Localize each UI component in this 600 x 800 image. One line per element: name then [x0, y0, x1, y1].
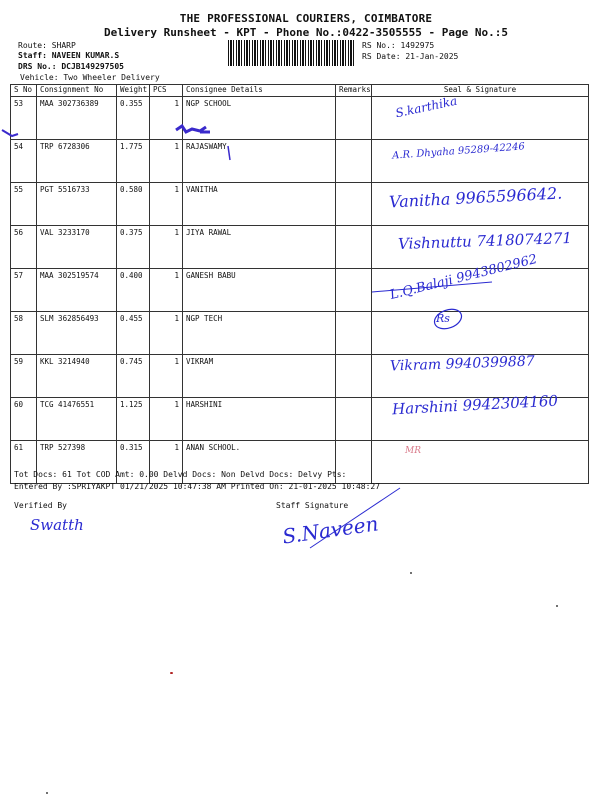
signature-row-57: L.Q.Balaji 9943802962	[388, 251, 539, 304]
consignment-no: MAA 302519574	[37, 269, 117, 312]
consignment-no: TRP 6728306	[37, 140, 117, 183]
route-label: Route: SHARP	[18, 41, 76, 50]
weight: 0.400	[117, 269, 150, 312]
sno: 61	[11, 441, 37, 484]
runsheet-subtitle: Delivery Runsheet - KPT - Phone No.:0422-3505555 - Page No.:5	[104, 26, 508, 39]
signature-row-60: Harshini 9942304160	[391, 391, 559, 419]
consignment-no: PGT 5516733	[37, 183, 117, 226]
consignment-no: TRP 527398	[37, 441, 117, 484]
sno: 54	[11, 140, 37, 183]
verified-by-label: Verified By	[14, 501, 67, 510]
sno: 60	[11, 398, 37, 441]
weight: 1.775	[117, 140, 150, 183]
signature-row-55: Vanitha 9965596642.	[388, 183, 563, 212]
entered-by-line: Entered By :SPRIYAKPT 01/21/2025 10:47:38 AM Printed On: 21-01-2025 10:48:27	[14, 482, 381, 491]
company-title: THE PROFESSIONAL COURIERS, COIMBATORE	[179, 12, 433, 25]
weight: 0.375	[117, 226, 150, 269]
weight: 0.745	[117, 355, 150, 398]
header-consignee: Consignee Details	[183, 85, 336, 97]
sno: 57	[11, 269, 37, 312]
weight: 1.125	[117, 398, 150, 441]
verified-by-signature: Swatth	[30, 516, 84, 534]
consignment-no: SLM 362856493	[37, 312, 117, 355]
staff-signature-label: Staff Signature	[276, 501, 349, 510]
scan-speck	[46, 792, 48, 794]
scan-speck	[556, 605, 558, 607]
header-signature: Seal & Signature	[372, 85, 589, 97]
rs-number: RS No.: 1492975	[362, 41, 435, 50]
header-sno: S No	[11, 85, 37, 97]
drs-number: DRS No.: DCJB149297505	[18, 62, 124, 71]
pcs: 1	[150, 269, 183, 312]
consignee: HARSHINI	[183, 398, 336, 441]
pcs: 1	[150, 226, 183, 269]
staff-signature: S.Naveen	[280, 511, 380, 549]
consignee: RAJASWAMY	[183, 140, 336, 183]
pcs: 1	[150, 97, 183, 140]
consignment-no: KKL 3214940	[37, 355, 117, 398]
consignee: NGP TECH	[183, 312, 336, 355]
header-weight: Weight	[117, 85, 150, 97]
weight: 0.455	[117, 312, 150, 355]
staff-label: Staff: NAVEEN KUMAR.S	[18, 51, 120, 60]
consignee: NGP SCHOOL	[183, 97, 336, 140]
weight: 0.580	[117, 183, 150, 226]
sno: 58	[11, 312, 37, 355]
signature-row-61: MR	[405, 446, 421, 456]
pcs: 1	[150, 355, 183, 398]
scan-speck	[170, 672, 173, 674]
header-consignment: Consignment No	[37, 85, 117, 97]
consignment-no: VAL 3233170	[37, 226, 117, 269]
consignee: VIKRAM	[183, 355, 336, 398]
pcs: 1	[150, 398, 183, 441]
weight: 0.355	[117, 97, 150, 140]
vehicle-label: Vehicle: Two Wheeler Delivery	[20, 73, 160, 82]
totals-line: Tot Docs: 61 Tot COD Amt: 0.00 Delvd Docs: Non Delvd Docs: Delvy Pts:	[14, 470, 347, 479]
scan-speck	[410, 572, 412, 574]
pcs: 1	[150, 140, 183, 183]
signature-row-58: Rs	[436, 312, 450, 325]
pcs: 1	[150, 441, 183, 484]
sno: 55	[11, 183, 37, 226]
weight: 0.315	[117, 441, 150, 484]
header-pcs: PCS	[150, 85, 183, 97]
sno: 56	[11, 226, 37, 269]
signature-row-59: Vikram 9940399887	[389, 353, 535, 375]
consignment-no: MAA 302736389	[37, 97, 117, 140]
signature-row-54: A.R. Dhyaha 95289-42246	[391, 141, 526, 162]
sno: 53	[11, 97, 37, 140]
rs-date: RS Date: 21-Jan-2025	[362, 52, 459, 61]
header-remarks: Remarks	[336, 85, 372, 97]
consignee: ANAN SCHOOL.	[183, 441, 336, 484]
consignee: GANESH BABU	[183, 269, 336, 312]
pcs: 1	[150, 183, 183, 226]
consignee: VANITHA	[183, 183, 336, 226]
pcs: 1	[150, 312, 183, 355]
consignee: JIYA RAWAL	[183, 226, 336, 269]
signature-row-53: S.karthika	[394, 93, 459, 121]
consignment-no: TCG 41476551	[37, 398, 117, 441]
sno: 59	[11, 355, 37, 398]
signature-row-56: Vishnuttu 7418074271	[397, 228, 573, 254]
